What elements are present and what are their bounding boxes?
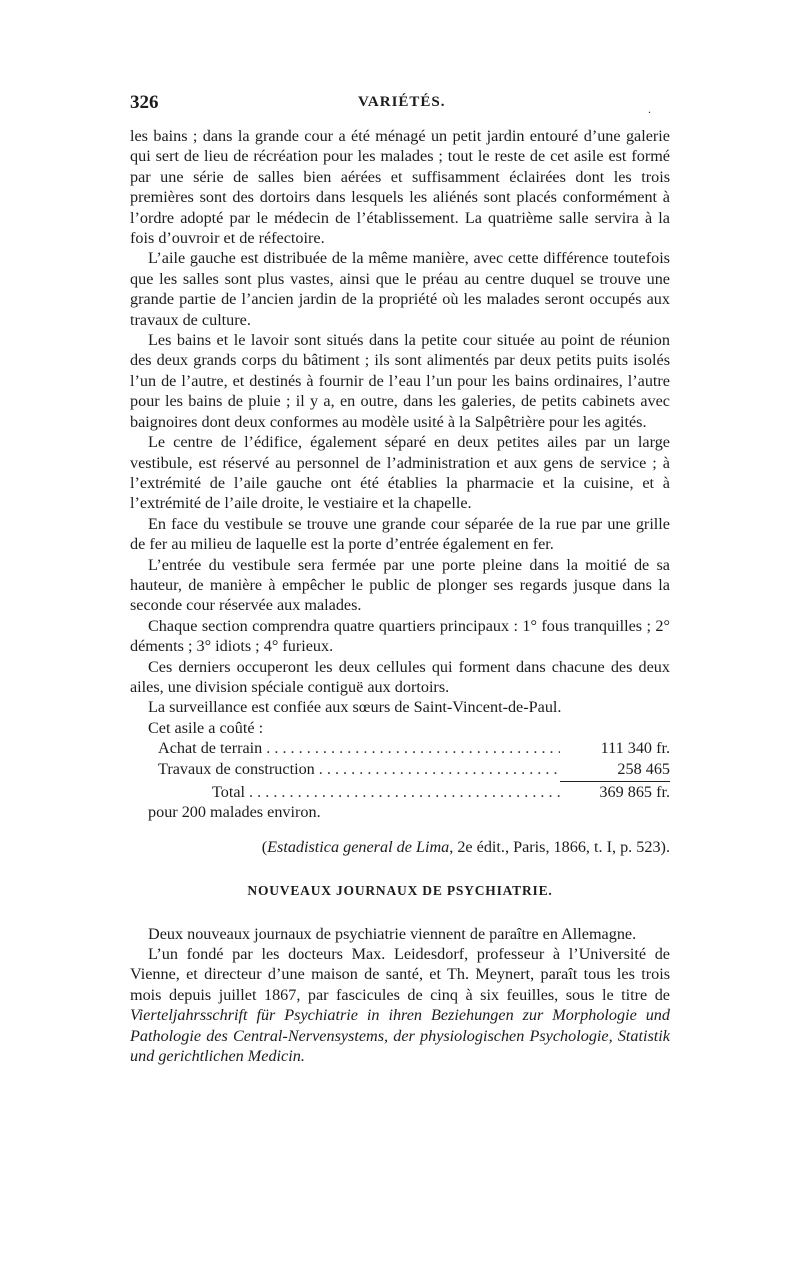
leader-dots bbox=[262, 738, 560, 758]
paragraph: Deux nouveaux journaux de psychiatrie viennent de paraître en Allemagne. bbox=[148, 924, 637, 943]
header-mark: . bbox=[648, 102, 651, 116]
cost-value: 111 340 fr. bbox=[600, 739, 670, 758]
running-title: VARIÉTÉS. bbox=[358, 94, 446, 110]
paragraph: pour 200 malades environ. bbox=[148, 803, 321, 822]
citation bbox=[130, 837, 670, 857]
cost-total-row bbox=[130, 782, 670, 802]
paragraph: L’aile gauche est distribuée de la même manière, avec cette différence toutefois que les salles sont plus vastes, ainsi que le préau au centre duquel se trouve une grande partie de l’ancien jardin de la propriété où les malades seront occupés aux travaux de culture. bbox=[130, 249, 670, 329]
cost-value: 258 465 bbox=[617, 759, 670, 778]
citation-open: ( bbox=[261, 837, 268, 856]
citation-work: Estadistica general de Lima bbox=[267, 837, 450, 856]
cost-label: Travaux de construction bbox=[158, 759, 315, 778]
paragraph: Cet asile a coûté : bbox=[148, 718, 264, 737]
journal-title: Vierteljahrsschrift für Psychiatrie in ihren Beziehungen zur Morphologie und Pathologie des Central-Nervensystems, der physiologischen Psychologie, Statistik und gerichtlichen Medicin. bbox=[130, 1006, 670, 1066]
page-number: 326 bbox=[130, 92, 159, 113]
citation-rest: , 2e édit., Paris, 1866, t. I, p. 523). bbox=[449, 837, 670, 856]
cost-row bbox=[130, 759, 670, 779]
paragraph: les bains ; dans la grande cour a été ménagé un petit jardin entouré d’une galerie qui sert de lieu de récréation pour les malades ; tout le reste de cet asile est formé par une série de salles bien aérées et suffisamment éclairées dont les trois premières sont des dortoirs dans lesquels les aliénés sont placés conformément à l’ordre adopté par le médecin de l’établissement. La quatrième salle servira à la fois d’ouvroir et de réfectoire. bbox=[130, 127, 670, 248]
cost-total-value: 369 865 fr. bbox=[599, 782, 670, 801]
paragraph: L’entrée du vestibule sera fermée par une porte pleine dans la moitié de sa hauteur, de manière à empêcher le public de plonger ses regards jusque dans la seconde cour réservée aux malades. bbox=[130, 555, 670, 615]
paragraph bbox=[130, 944, 670, 1066]
cost-row bbox=[130, 738, 670, 758]
leader-dots bbox=[245, 782, 560, 802]
paragraph: Les bains et le lavoir sont situés dans la petite cour située au point de réunion des deux grands corps du bâtiment ; ils sont alimentés par deux petits puits isolés l’un de l’autre, et destinés à fournir de l’eau l’un pour les bains ordinaires, l’autre pour les bains de pluie ; il y a, en outre, dans les galeries, de petits cabinets avec baignoires dont deux conformes au modèle usité à la Salpêtrière pour les agités. bbox=[130, 331, 670, 431]
paragraph: Ces derniers occuperont les deux cellules qui forment dans chacune des deux ailes, une division spéciale contiguë aux dortoirs. bbox=[130, 657, 670, 696]
page-body bbox=[130, 126, 670, 1066]
paragraph: Chaque section comprendra quatre quartiers principaux : 1° fous tranquilles ; 2° déments ; 3° idiots ; 4° furieux. bbox=[130, 616, 670, 656]
cost-label: Total bbox=[212, 782, 246, 801]
paragraph: Le centre de l’édifice, également séparé en deux petites ailes par un large vestibule, est réservé au personnel de l’administration et aux gens de service ; à l’extrémité de l’aile gauche ont été établies la pharmacie et la cuisine, et à l’extrémité de l’aile droite, le vestiaire et la chapelle. bbox=[130, 433, 670, 513]
section-title: NOUVEAUX JOURNAUX DE PSYCHIATRIE. bbox=[247, 883, 553, 899]
paragraph-text: L’un fondé par les docteurs Max. Leidesdorf, professeur à l’Université de Vienne, et directeur d’une maison de santé, et Th. Meynert, paraît tous les trois mois depuis juillet 1867, par fascicules de cinq à six feuilles, sous le titre de bbox=[130, 944, 670, 1004]
paragraph: La surveillance est confiée aux sœurs de Saint-Vincent-de-Paul. bbox=[148, 698, 562, 717]
leader-dots bbox=[315, 759, 560, 779]
page-header bbox=[130, 92, 670, 118]
cost-table bbox=[130, 738, 670, 802]
cost-label: Achat de terrain bbox=[158, 739, 263, 758]
paragraph: En face du vestibule se trouve une grande cour séparée de la rue par une grille de fer au milieu de laquelle est la porte d’entrée également en fer. bbox=[130, 514, 670, 554]
